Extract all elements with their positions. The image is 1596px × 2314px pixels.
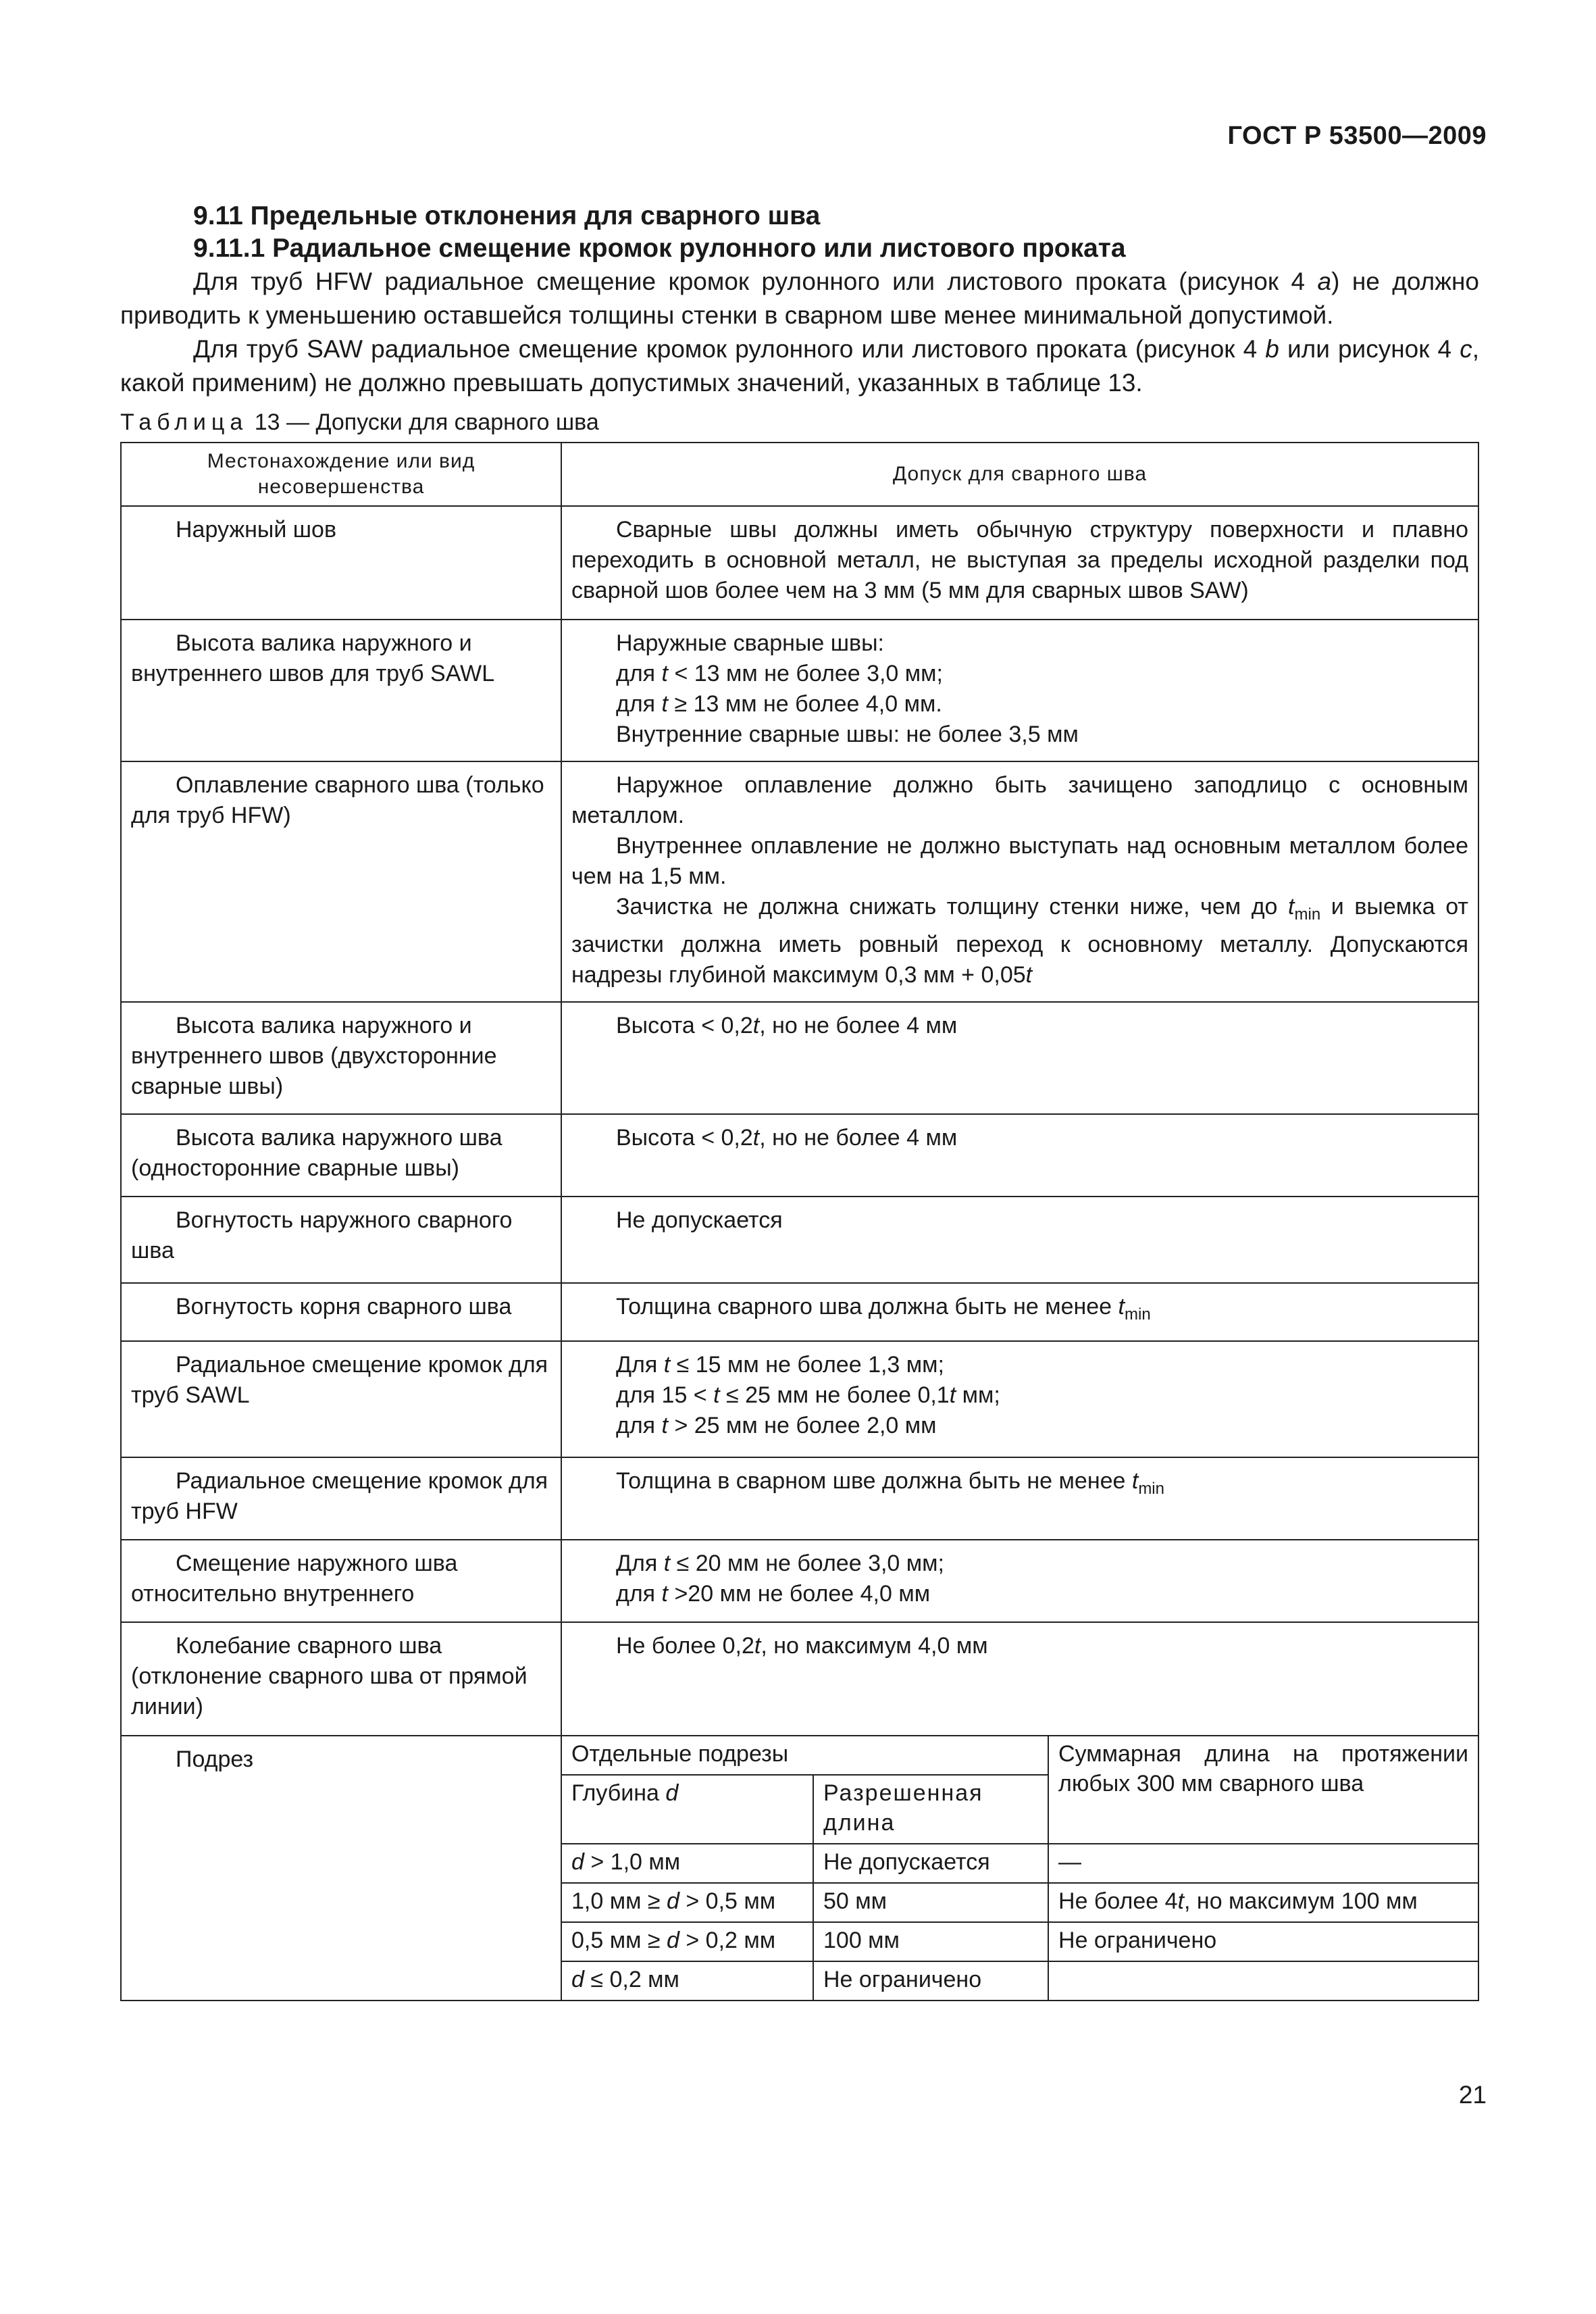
table-header-row [121,443,1478,506]
header-location: Местонахождение или вид несовершенства [121,443,561,506]
tolerance-line: Не допускается [616,1207,783,1233]
table-row [121,1283,1478,1341]
tolerance-line: Высота < 0,2t, но не более 4 мм [616,1012,958,1038]
undercut-total [1048,1961,1478,2000]
tolerance-line: Для t ≤ 20 мм не более 3,0 мм; [616,1550,944,1576]
row-location: Радиальное смещение кромок для труб SAWL [121,1341,561,1457]
total-length-header: Суммарная длина на протяжении любых 300 мм сварного шва [1048,1736,1478,1844]
undercut-length: Не ограничено [813,1961,1048,2000]
tolerance-line: Сварные швы должны иметь обычную структуру поверхности и плавно переходить в основной металл, не выступая за пределы исходной разделки под сварной шов более чем на 3 мм (5 мм для сварных швов SAW) [571,517,1468,603]
row-tolerance [561,1622,1478,1736]
tolerance-line: Высота < 0,2t, но не более 4 мм [616,1124,958,1151]
tolerance-line: для t ≥ 13 мм не более 4,0 мм. [616,691,942,717]
table-row [121,620,1478,761]
row-tolerance [561,1457,1478,1540]
tolerance-line: Не более 0,2t, но максимум 4,0 мм [616,1632,988,1659]
row-location: Высота валика наружного и внутреннего швов (двухсторонние сварные швы) [121,1002,561,1114]
row-tolerance [561,1341,1478,1457]
row-location: Подрез [121,1736,561,2001]
undercut-total: Не ограничено [1048,1922,1478,1961]
tolerance-line: для t >20 мм не более 4,0 мм [616,1580,931,1607]
undercut-header-row [562,1736,1478,1775]
table-caption-word: Таблица [120,409,249,435]
undercut-length: 100 мм [813,1922,1048,1961]
undercut-depth: 1,0 мм ≥ d > 0,5 мм [562,1883,813,1922]
row-location: Наружный шов [121,506,561,620]
undercut-row [562,1844,1478,1883]
table-caption [120,405,1479,439]
row-tolerance [561,761,1478,1002]
undercut-depth: d ≤ 0,2 мм [562,1961,813,2000]
row-location: Вогнутость корня сварного шва [121,1283,561,1341]
individual-undercuts-header: Отдельные подрезы [562,1736,1048,1775]
table-row [121,1540,1478,1622]
content [120,200,1479,2001]
row-tolerance [561,1283,1478,1341]
row-location: Высота валика наружного шва (односторонние сварные швы) [121,1114,561,1197]
tolerance-line: Внутреннее оплавление не должно выступать над основным металлом более чем на 1,5 мм. [571,833,1468,889]
tolerance-line: Наружные сварные швы: [616,630,884,656]
table-row [121,1457,1478,1540]
undercut-length: Не допускается [813,1844,1048,1883]
undercut-depth: d > 1,0 мм [562,1844,813,1883]
table-row-undercut [121,1736,1478,2001]
undercut-row [562,1883,1478,1922]
row-location: Вогнутость наружного сварного шва [121,1197,561,1283]
row-location: Оплавление сварного шва (только для труб HFW) [121,761,561,1002]
undercut-row [562,1922,1478,1961]
tolerance-line: для 15 < t ≤ 25 мм не более 0,1t мм; [616,1382,1000,1408]
row-location: Высота валика наружного и внутреннего швов для труб SAWL [121,620,561,761]
undercut-total: Не более 4t, но максимум 100 мм [1048,1883,1478,1922]
tolerance-table [120,442,1479,2001]
tolerance-line: Наружное оплавление должно быть зачищено заподлицо с основным металлом. [571,772,1468,828]
tolerance-line: Зачистка не должна снижать толщину стенки ниже, чем до $t_{min}$ и выемка от зачистки должна иметь ровный переход к основному металлу. Допускаются надрезы глубиной максимум 0,3 мм + 0,05t [571,894,1468,988]
undercut-length: 50 мм [813,1883,1048,1922]
tolerance-line: для t < 13 мм не более 3,0 мм; [616,661,943,686]
row-tolerance [561,620,1478,761]
table-row [121,761,1478,1002]
row-tolerance [561,1114,1478,1197]
table-row [121,1002,1478,1114]
undercut-cell [561,1736,1478,2001]
undercut-total: — [1048,1844,1478,1883]
section-heading: 9.11 Предельные отклонения для сварного шва [193,201,821,230]
undercut-row [562,1961,1478,2000]
paragraph-saw: Для труб SAW радиальное смещение кромок рулонного или листового проката (рисунок 4 b или рисунок 4 c, какой применим) не должно превышать допустимых значений, указанных в таблице 13. [120,335,1479,397]
paragraph-hfw: Для труб HFW радиальное смещение кромок рулонного или листового проката (рисунок 4 a) не должно приводить к уменьшению оставшейся толщины стенки в сварном шве менее минимальной допустимой. [120,268,1479,329]
tolerance-line: Толщина в сварном шве должна быть не менее $t_{min}$ [616,1467,1164,1498]
tolerance-line: Для t ≤ 15 мм не более 1,3 мм; [616,1351,944,1378]
subsection-heading: 9.11.1 Радиальное смещение кромок рулонного или листового проката [193,234,1126,263]
table-row [121,1114,1478,1197]
row-location: Смещение наружного шва относительно внутреннего [121,1540,561,1622]
allowed-length-header: Разрешенная длина [813,1775,1048,1844]
row-tolerance [561,1002,1478,1114]
row-tolerance [561,1197,1478,1283]
tolerance-line: Толщина сварного шва должна быть не менее $t_{min}$ [616,1293,1151,1324]
table-row [121,1622,1478,1736]
table-caption-text: 13 — Допуски для сварного шва [254,409,599,435]
page-number: 21 [1458,2081,1487,2109]
table-row [121,506,1478,620]
row-location: Колебание сварного шва (отклонение сварного шва от прямой линии) [121,1622,561,1736]
tolerance-line: Внутренние сварные швы: не более 3,5 мм [616,722,1079,747]
standard-code: ГОСТ Р 53500—2009 [1227,122,1487,150]
depth-header: Глубина d [562,1775,813,1844]
row-tolerance [561,506,1478,620]
table-row [121,1341,1478,1457]
header-tolerance: Допуск для сварного шва [561,443,1478,506]
tolerance-line: для t > 25 мм не более 2,0 мм [616,1412,937,1438]
undercut-depth: 0,5 мм ≥ d > 0,2 мм [562,1922,813,1961]
table-row [121,1197,1478,1283]
row-tolerance [561,1540,1478,1622]
undercut-table [562,1736,1478,2000]
row-location: Радиальное смещение кромок для труб HFW [121,1457,561,1540]
